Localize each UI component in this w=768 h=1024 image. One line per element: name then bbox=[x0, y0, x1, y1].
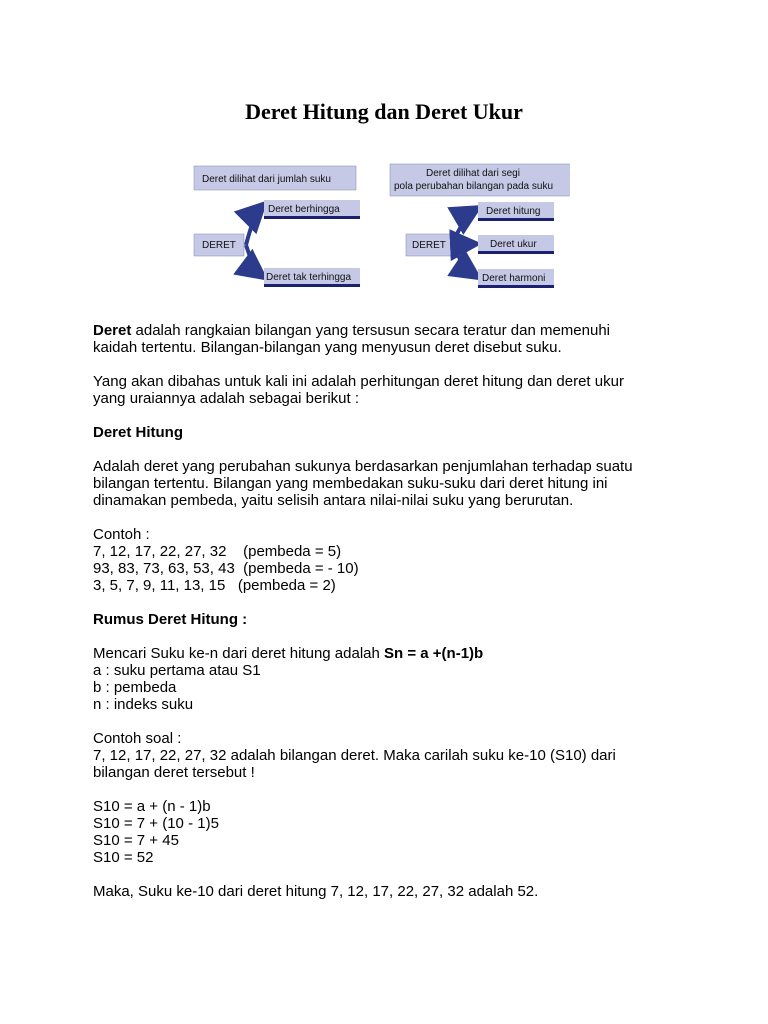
left-header-text: Deret dilihat dari jumlah suku bbox=[202, 174, 331, 185]
right-branch-1-text: Deret hitung bbox=[486, 206, 541, 217]
step-line: S10 = 7 + 45 bbox=[93, 832, 179, 849]
right-arrow-up bbox=[452, 209, 476, 245]
right-header-line1: Deret dilihat dari segi bbox=[426, 168, 520, 179]
right-branch-2-text: Deret ukur bbox=[490, 239, 537, 250]
paragraph-deret-hitung-definition: Adalah deret yang perubahan sukunya berdasarkan penjumlahan terhadap suatu bilangan tertentu. Bilangan yang membedakan suku-suku dari deret hitung ini dinamakan pembeda, yaitu selisih antara nilai-nilai suku yang berurutan. bbox=[93, 458, 633, 509]
definition-line: b : pembeda bbox=[93, 679, 177, 696]
example-line: 3, 5, 7, 9, 11, 13, 15 (pembeda = 2) bbox=[93, 577, 336, 594]
paragraph-intro: Yang akan dibahas untuk kali ini adalah perhitungan deret hitung dan deret ukur yang uraiannya adalah sebagai berikut : bbox=[93, 373, 624, 407]
definition-line: a : suku pertama atau S1 bbox=[93, 662, 261, 679]
right-branch-3-text: Deret harmoni bbox=[482, 273, 546, 284]
document-body bbox=[93, 322, 693, 917]
formula: Sn = a +(n-1)b bbox=[384, 645, 484, 662]
left-branch-2-text: Deret tak terhingga bbox=[266, 272, 352, 283]
right-diagram bbox=[390, 164, 570, 288]
left-arrow-down bbox=[246, 245, 262, 276]
conclusion: Maka, Suku ke-10 dari deret hitung 7, 12, 17, 22, 27, 32 adalah 52. bbox=[93, 883, 539, 900]
example-line: 93, 83, 73, 63, 53, 43 (pembeda = - 10) bbox=[93, 560, 359, 577]
examples-block: Contoh : 7, 12, 17, 22, 27, 32 (pembeda = 5) 93, 83, 73, 63, 53, 43 (pembeda = - 10) 3, 5, 7, 9, 11, 13, 15 (pembeda = 2) bbox=[93, 526, 359, 594]
heading-rumus: Rumus Deret Hitung : bbox=[93, 611, 248, 628]
example-line: 7, 12, 17, 22, 27, 32 (pembeda = 5) bbox=[93, 543, 342, 560]
right-arrow-mid bbox=[452, 244, 474, 245]
formula-block: Mencari Suku ke-n dari deret hitung adalah Sn = a +(n-1)b a : suku pertama atau S1 b : pembeda n : indeks suku bbox=[93, 645, 484, 713]
right-arrow-down bbox=[452, 245, 476, 276]
page-title: Deret Hitung dan Deret Ukur bbox=[245, 99, 523, 124]
left-diagram bbox=[194, 166, 360, 287]
definition-line: n : indeks suku bbox=[93, 696, 194, 713]
left-root-text: DERET bbox=[202, 240, 236, 251]
deret-classification-diagram bbox=[190, 162, 570, 294]
problem-block: Contoh soal : 7, 12, 17, 22, 27, 32 adalah bilangan deret. Maka carilah suku ke-10 (S10) dari bilangan deret tersebut ! bbox=[93, 730, 616, 781]
paragraph-definition: Deret adalah rangkaian bilangan yang tersusun secara teratur dan memenuhi kaidah tertentu. Bilangan-bilangan yang menyusun deret disebut suku. bbox=[93, 322, 611, 356]
step-line: S10 = a + (n - 1)b bbox=[93, 798, 211, 815]
heading-deret-hitung: Deret Hitung bbox=[93, 424, 183, 441]
step-line: S10 = 7 + (10 - 1)5 bbox=[93, 815, 219, 832]
solution-steps bbox=[93, 798, 693, 866]
left-branch-1-text: Deret berhingga bbox=[268, 204, 340, 215]
right-root-text: DERET bbox=[412, 240, 446, 251]
term-deret: Deret bbox=[93, 322, 132, 339]
step-line: S10 = 52 bbox=[93, 849, 154, 866]
right-header-line2: pola perubahan bilangan pada suku bbox=[394, 181, 554, 192]
left-arrow-up bbox=[246, 206, 262, 245]
